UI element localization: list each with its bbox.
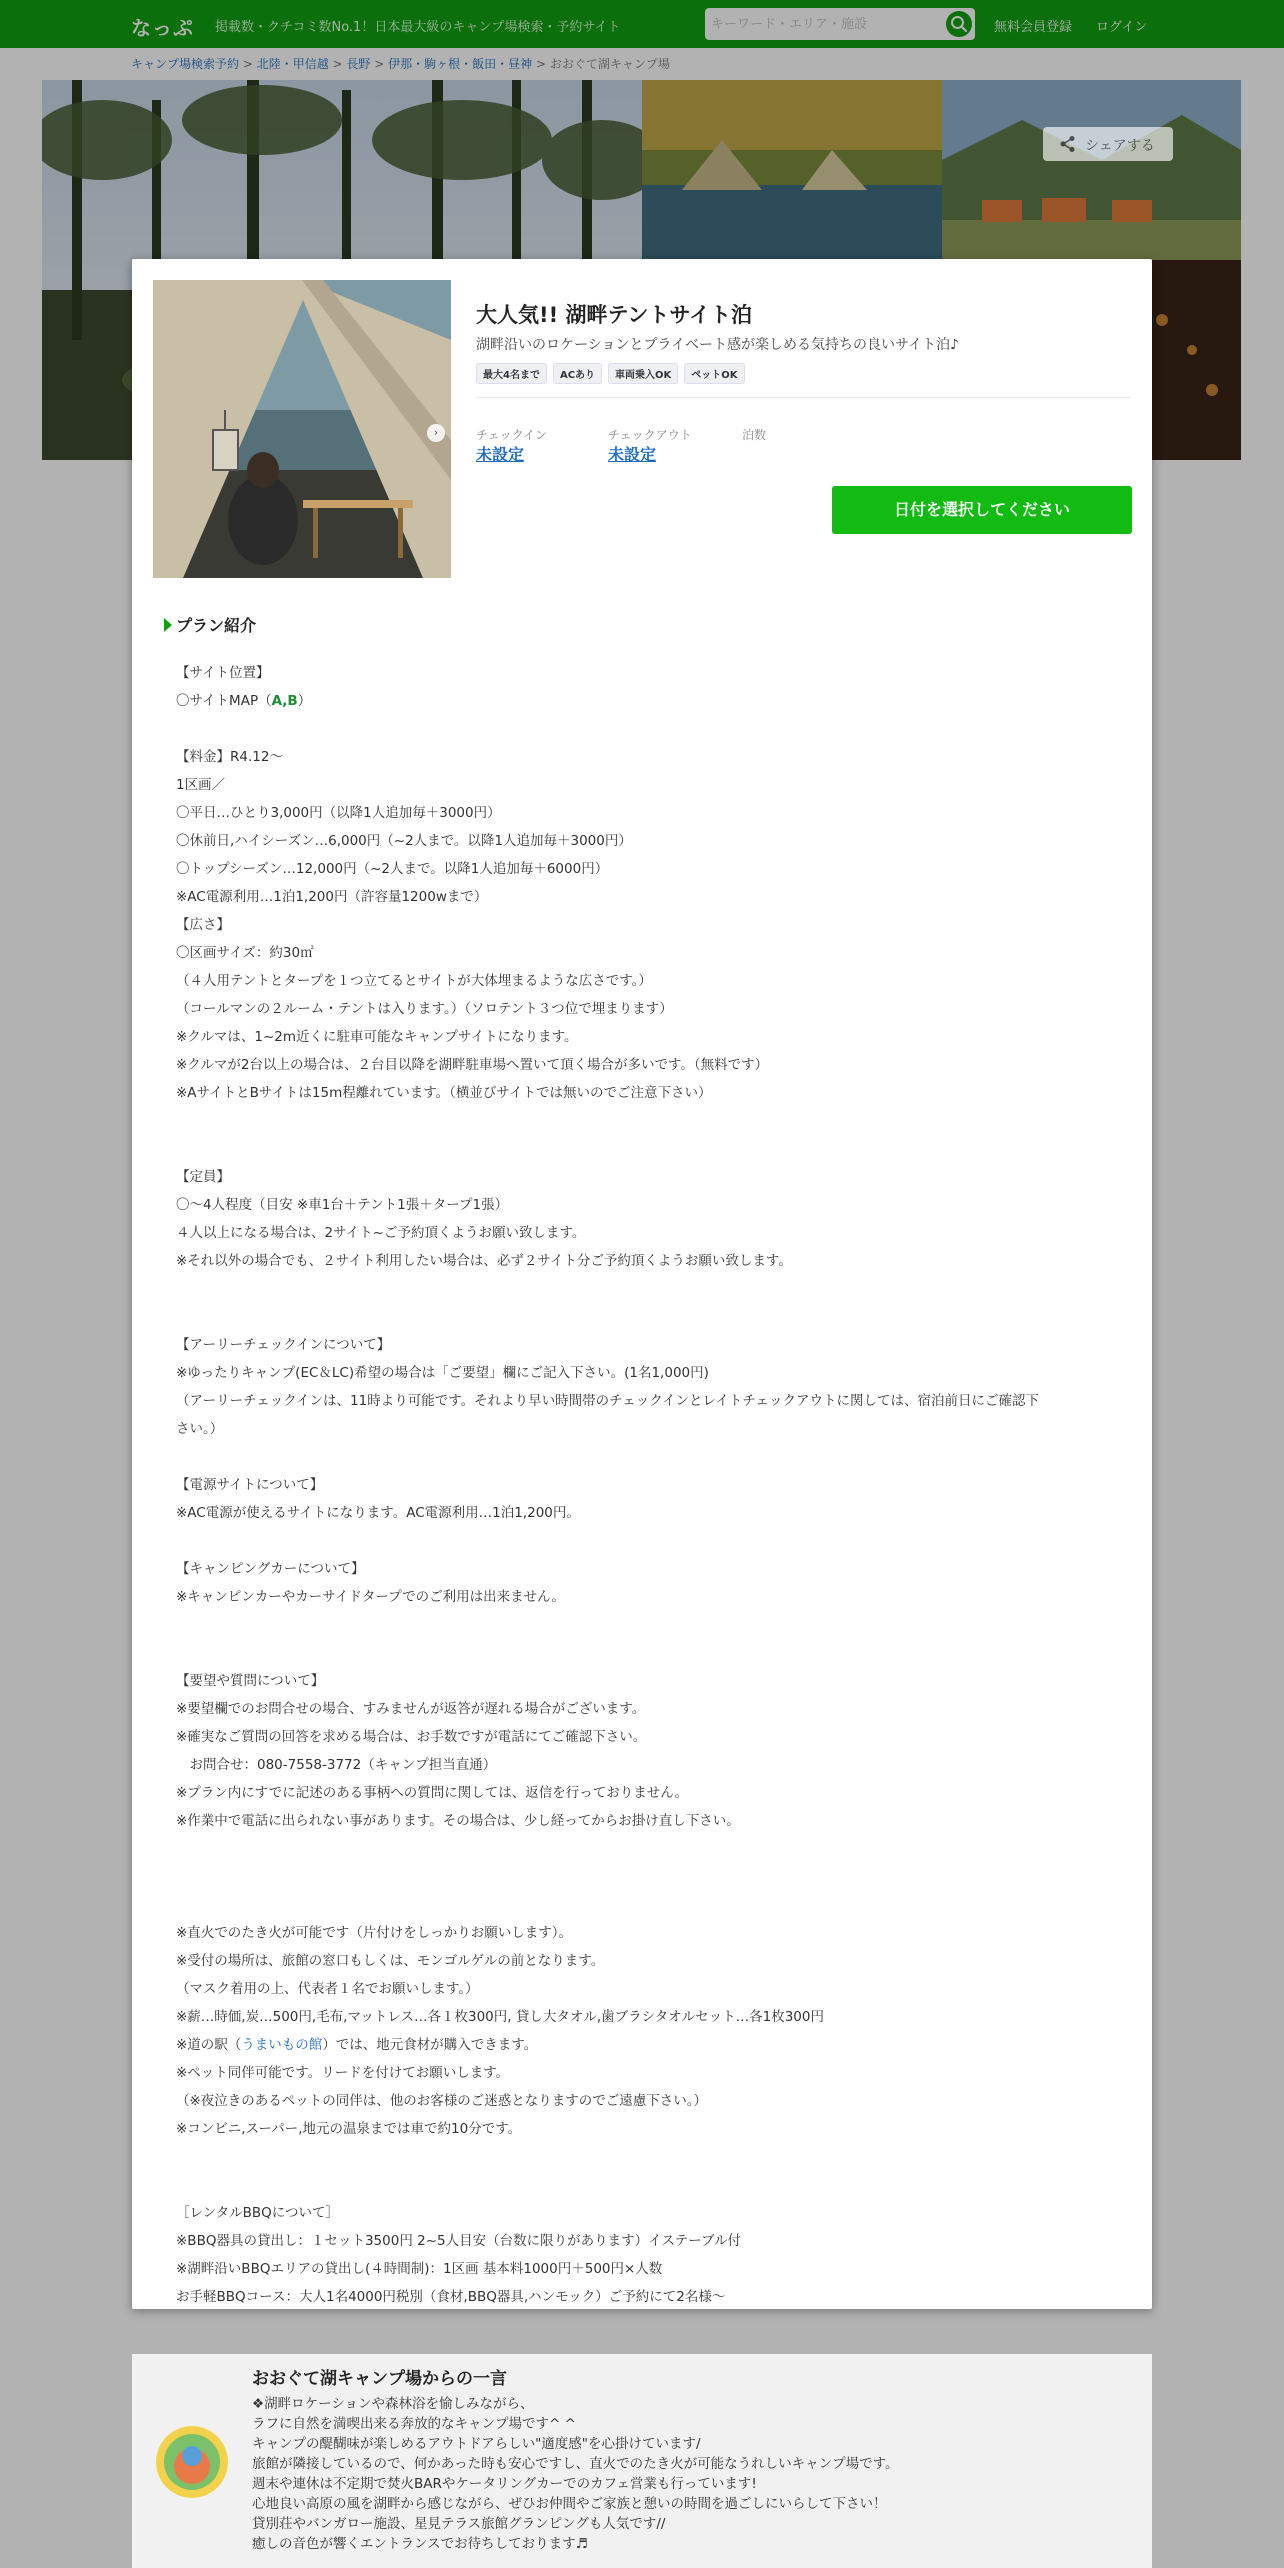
desc-line: 〇サイトMAP（A,B） xyxy=(176,693,312,709)
register-link[interactable]: 無料会員登録 xyxy=(994,20,1073,35)
breadcrumb-link[interactable]: 北陸・甲信越 xyxy=(256,57,329,71)
desc-line: 【要望や質問について】 xyxy=(176,1673,325,1689)
desc-line: 〇〜4人程度（目安 ※車1台＋テント1張＋タープ1張） xyxy=(176,1197,509,1213)
desc-block xyxy=(176,715,1116,2031)
plan-tag: 最大4名まで xyxy=(476,363,547,384)
checkin-value[interactable]: 未設定 xyxy=(476,445,525,464)
desc-line: ※クルマが2台以上の場合は、２台目以降を湖畔駐車場へ置いて頂く場合が多いです。（無料です） xyxy=(176,1057,769,1073)
desc-line: 〇トップシーズン…12,000円（~2人まで。以降1人追加毎＋6000円） xyxy=(176,861,609,877)
owner-comment-title: おおぐて湖キャンプ場からの一言 xyxy=(252,2369,507,2389)
desc-line: ※AサイトとBサイトは15m程離れています。（横並びサイトでは無いのでご注意下さい） xyxy=(176,1085,712,1101)
desc-line: 【電源サイトについて】 xyxy=(176,1477,324,1493)
desc-line: ※コンビニ,スーパー,地元の温泉までは車で約10分です。 xyxy=(176,2121,522,2137)
desc-line: ❖湖畔ロケーションや森林浴を愉しみながら、 xyxy=(252,2396,534,2412)
desc-line: さい。） xyxy=(176,1421,224,1437)
desc-line: 心地良い高原の風を湖畔から感じながら、ぜひお仲間やご家族と憩いの時間を過ごしにいらして下さい！ xyxy=(252,2496,887,2512)
checkout-value[interactable]: 未設定 xyxy=(608,445,657,464)
desc-line: （コールマンの２ルーム・テントは入ります。）（ソロテント３つ位で埋まります） xyxy=(176,1001,673,1017)
desc-block xyxy=(176,2059,1116,2311)
desc-line: ４人以上になる場合は、2サイト~ご予約頂くようお願い致します。 xyxy=(176,1225,586,1241)
checkin-label: チェックイン xyxy=(476,428,548,442)
desc-line xyxy=(176,1135,1116,1163)
desc-line: ※キャンピンカーやカーサイドタープでのご利用は出来ません。 xyxy=(176,1589,565,1605)
share-icon xyxy=(1059,135,1077,153)
breadcrumb-link[interactable]: 長野 xyxy=(346,57,371,71)
desc-line: （アーリーチェックインは、11時より可能です。それより早い時間帯のチェックインとレイトチェックアウトに関しては、宿泊前日にご確認下 xyxy=(176,1393,1039,1409)
select-date-button[interactable]: 日付を選択してください xyxy=(832,486,1132,534)
desc-line xyxy=(176,1107,1116,1135)
desc-line: （４人用テントとタープを１つ立てるとサイトが大体埋まるような広さです。） xyxy=(176,973,652,989)
desc-line: ※確実なご質問の回答を求める場合は、お手数ですが電話にてご確認下さい。 xyxy=(176,1729,647,1745)
heading-marker-icon xyxy=(164,618,172,632)
desc-line: 旅館が隣接しているので、何かあった時も安心ですし、直火でのたき火が可能なうれしいキャンプ場です。 xyxy=(252,2456,899,2472)
nights-label: 泊数 xyxy=(742,428,767,442)
desc-line xyxy=(176,1303,1116,1331)
breadcrumb: キャンプ場検索予約 > 北陸・甲信越 > 長野 > 伊那・駒ヶ根・飯田・昼神 > おおぐて湖キャンプ場 xyxy=(131,57,670,71)
divider xyxy=(476,397,1131,398)
desc-line: 週末や連休は不定期で焚火BARやケータリングカーでのカフェ営業も行っています! xyxy=(252,2476,757,2492)
desc-line xyxy=(176,1443,1116,1471)
desc-line: ※薪…時価,炭…500円,毛布,マットレス…各１枚300円, 貸し大タオル,歯ブラシタオルセット…各1枚300円 xyxy=(176,2009,824,2025)
desc-line: ※BBQ器具の貸出し：１セット3500円 2~5人目安（台数に限りがあります）イステーブル付 xyxy=(176,2233,741,2249)
desc-line xyxy=(176,1275,1116,1303)
breadcrumb-link[interactable]: キャンプ場検索予約 xyxy=(131,57,240,71)
desc-line: キャンプの醍醐味が楽しめるアウトドアらしい"適度感"を心掛けています/ xyxy=(252,2436,701,2452)
desc-line xyxy=(176,2171,1116,2199)
desc-line: 【キャンピングカーについて】 xyxy=(176,1561,365,1577)
desc-line xyxy=(176,1835,1116,1863)
desc-line: 【サイト位置】 xyxy=(176,665,270,681)
desc-line: 〇休前日,ハイシーズン…6,000円（~2人まで。以降1人追加毎＋3000円） xyxy=(176,833,632,849)
carousel-next-button[interactable]: › xyxy=(427,424,445,442)
share-button[interactable] xyxy=(1043,127,1173,161)
breadcrumb-link[interactable]: 伊那・駒ヶ根・飯田・昼神 xyxy=(388,57,533,71)
desc-line: ［レンタルBBQについて］ xyxy=(176,2205,340,2221)
desc-line xyxy=(176,1639,1116,1667)
plan-tag: 車両乗入OK xyxy=(608,363,678,384)
desc-line: ラフに自然を満喫出来る奔放的なキャンプ場です^ ^ xyxy=(252,2416,576,2432)
desc-line xyxy=(176,1527,1116,1555)
plan-modal xyxy=(132,259,1152,2309)
desc-line xyxy=(176,715,1116,743)
desc-line: ※受付の場所は、旅館の窓口もしくは、モンゴルゲルの前となります。 xyxy=(176,1953,605,1969)
desc-line: 【アーリーチェックインについて】 xyxy=(176,1337,391,1353)
share-label: シェアする xyxy=(1085,138,1155,154)
desc-line: 〇平日…ひとり3,000円（以降1人追加毎＋3000円） xyxy=(176,805,501,821)
plan-title: 大人気!! 湖畔テントサイト泊 xyxy=(476,303,752,327)
site-map-link[interactable]: A,B xyxy=(271,693,298,709)
plan-tag: ペットOK xyxy=(684,363,744,384)
desc-line: （※夜泣きのあるペットの同伴は、他のお客様のご迷惑となりますのでご遠慮下さい。） xyxy=(176,2093,708,2109)
desc-line xyxy=(176,1611,1116,1639)
desc-line xyxy=(176,2143,1116,2171)
site-tagline: 掲載数・クチコミ数No.1！日本最大級のキャンプ場検索・予約サイト xyxy=(215,20,621,35)
desc-line: ※AC電源利用…1泊1,200円（許容量1200wまで） xyxy=(176,889,488,905)
desc-line: 1区画／ xyxy=(176,777,226,793)
desc-line: ※ペット同伴可能です。リードを付けてお願いします。 xyxy=(176,2065,510,2081)
plan-photo-carousel[interactable] xyxy=(153,280,451,578)
desc-line: 【料金】R4.12〜 xyxy=(176,749,283,765)
roadside-station-link[interactable]: うまいもの館 xyxy=(241,2037,323,2053)
desc-line: ※道の駅（うまいもの館）では、地元食材が購入できます。 xyxy=(176,2037,538,2053)
desc-line: 【広さ】 xyxy=(176,917,230,933)
desc-line: ※直火でのたき火が可能です（片付けをしっかりお願いします）。 xyxy=(176,1925,573,1941)
desc-line xyxy=(176,1863,1116,1891)
desc-line: ※要望欄でのお問合せの場合、すみませんが返答が遅れる場合がございます。 xyxy=(176,1701,646,1717)
desc-line: 貸別荘やバンガロー施設、星見テラス旅館グランピングも人気です// xyxy=(252,2516,666,2532)
owner-avatar xyxy=(156,2426,228,2498)
plan-tag: ACあり xyxy=(553,363,602,384)
plan-intro-heading: プラン紹介 xyxy=(164,613,256,636)
login-link[interactable]: ログイン xyxy=(1096,20,1148,35)
breadcrumb-current: おおぐて湖キャンプ場 xyxy=(549,57,670,71)
desc-line: ※AC電源が使えるサイトになります。AC電源利用…1泊1,200円。 xyxy=(176,1505,580,1521)
site-logo[interactable]: なっぷ xyxy=(131,16,194,40)
plan-description xyxy=(176,659,1116,2311)
owner-comment-text xyxy=(252,2394,1132,2554)
desc-line: お問合せ：080-7558-3772（キャンプ担当直通） xyxy=(176,1757,497,1773)
desc-line: （マスク着用の上、代表者１名でお願いします。） xyxy=(176,1981,479,1997)
desc-line: お手軽BBQコース：大人1名4000円税別（食材,BBQ器具,ハンモック）ご予約にて2名様〜 xyxy=(176,2289,726,2305)
desc-line: ※それ以外の場合でも、２サイト利用したい場合は、必ず２サイト分ご予約頂くようお願い致します。 xyxy=(176,1253,792,1269)
checkout-label: チェックアウト xyxy=(608,428,692,442)
plan-photo xyxy=(153,280,451,578)
desc-line xyxy=(176,1891,1116,1919)
plan-tags xyxy=(476,363,751,384)
desc-line: ※作業中で電話に出られない事があります。その場合は、少し経ってからお掛け直し下さい。 xyxy=(176,1813,740,1829)
desc-line: ※クルマは、1~2m近くに駐車可能なキャンプサイトになります。 xyxy=(176,1029,578,1045)
desc-line: 癒しの音色が響くエントランスでお待ちしております♬ xyxy=(252,2536,588,2552)
desc-line: 〇区画サイズ：約30㎡ xyxy=(176,945,314,961)
desc-line: ※ゆったりキャンプ(EC＆LC)希望の場合は「ご要望」欄にご記入下さい。(1名1,000円) xyxy=(176,1365,709,1381)
desc-line: ※プラン内にすでに記述のある事柄への質問に関しては、返信を行っておりません。 xyxy=(176,1785,689,1801)
owner-comment xyxy=(132,2354,1152,2568)
desc-line: 【定員】 xyxy=(176,1169,230,1185)
plan-subtitle: 湖畔沿いのロケーションとプライベート感が楽しめる気持ちの良いサイト泊♪ xyxy=(476,337,959,353)
desc-line: ※湖畔沿いBBQエリアの貸出し(４時間制)：1区画 基本料1000円＋500円×人数 xyxy=(176,2261,663,2277)
